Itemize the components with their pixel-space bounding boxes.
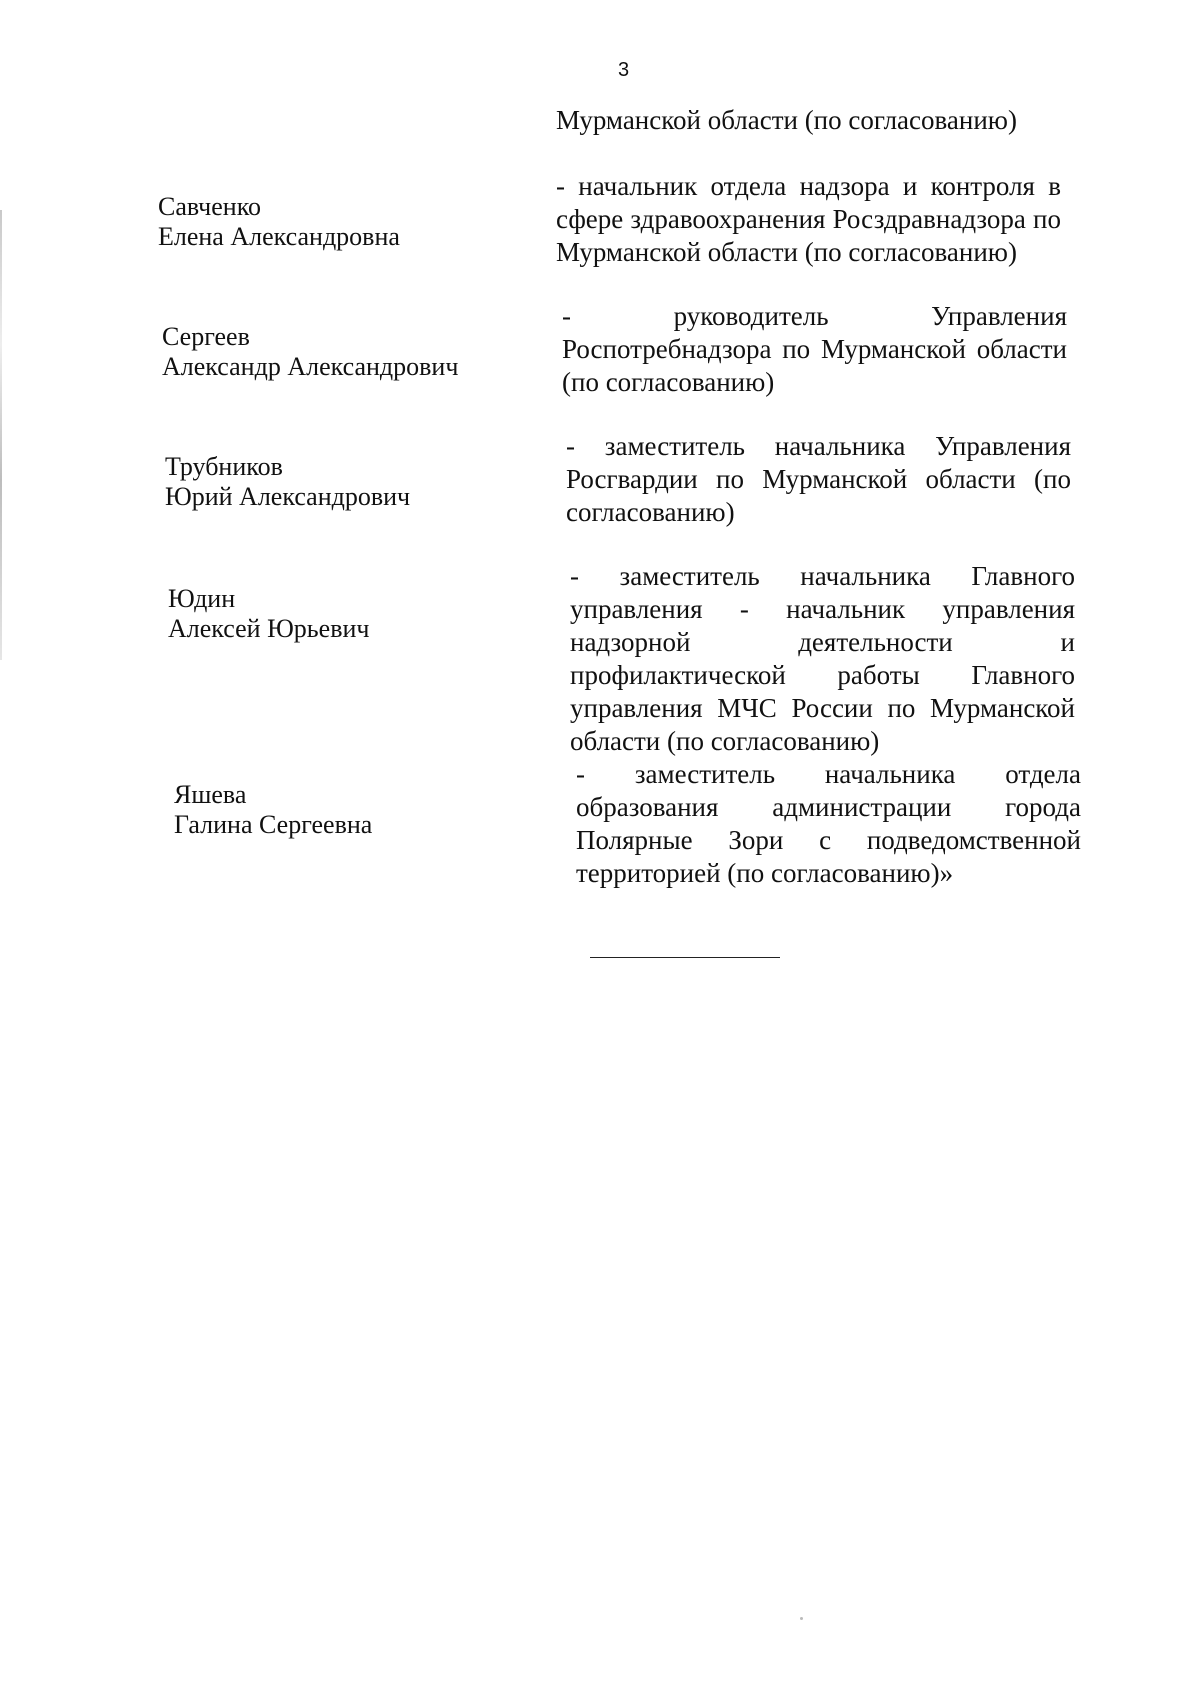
member-name bbox=[174, 780, 372, 840]
closing-separator-line bbox=[590, 957, 780, 958]
member-role: - заместитель начальника Главного управления - начальник управления надзорной деятельности и профилактической работы Главного управления МЧС России по Мурманской области (по согласованию) bbox=[570, 561, 1075, 756]
scan-dust-artifact bbox=[800, 1617, 803, 1620]
member-role: - заместитель начальника Управления Росгвардии по Мурманской области (по согласованию) bbox=[566, 431, 1071, 527]
page-number: 3 bbox=[618, 59, 630, 81]
member-surname: Трубников bbox=[165, 452, 283, 481]
scan-edge-artifact bbox=[0, 210, 2, 660]
member-name bbox=[162, 322, 458, 382]
continued-role-text: Мурманской области (по согласованию) bbox=[556, 105, 1017, 135]
member-given-names: Галина Сергеевна bbox=[174, 810, 373, 839]
member-given-names: Елена Александровна bbox=[158, 222, 400, 251]
member-surname: Сергеев bbox=[162, 322, 250, 351]
member-given-names: Юрий Александрович bbox=[165, 482, 411, 511]
member-given-names: Алексей Юрьевич bbox=[168, 614, 370, 643]
member-role: - руководитель Управления Роспотребнадзора по Мурманской области (по согласованию) bbox=[562, 301, 1067, 397]
member-role: - начальник отдела надзора и контроля в сфере здравоохранения Росздравнадзора по Мурманской области (по согласованию) bbox=[556, 171, 1061, 267]
member-role: - заместитель начальника отдела образования администрации города Полярные Зори с подведомственной территорией (по согласованию)» bbox=[576, 759, 1081, 888]
member-name bbox=[168, 584, 369, 644]
member-name bbox=[158, 192, 400, 252]
member-name bbox=[165, 452, 410, 512]
member-surname: Савченко bbox=[158, 192, 262, 221]
member-surname: Яшева bbox=[174, 780, 247, 809]
member-given-names: Александр Александрович bbox=[162, 352, 459, 381]
member-surname: Юдин bbox=[168, 584, 236, 613]
